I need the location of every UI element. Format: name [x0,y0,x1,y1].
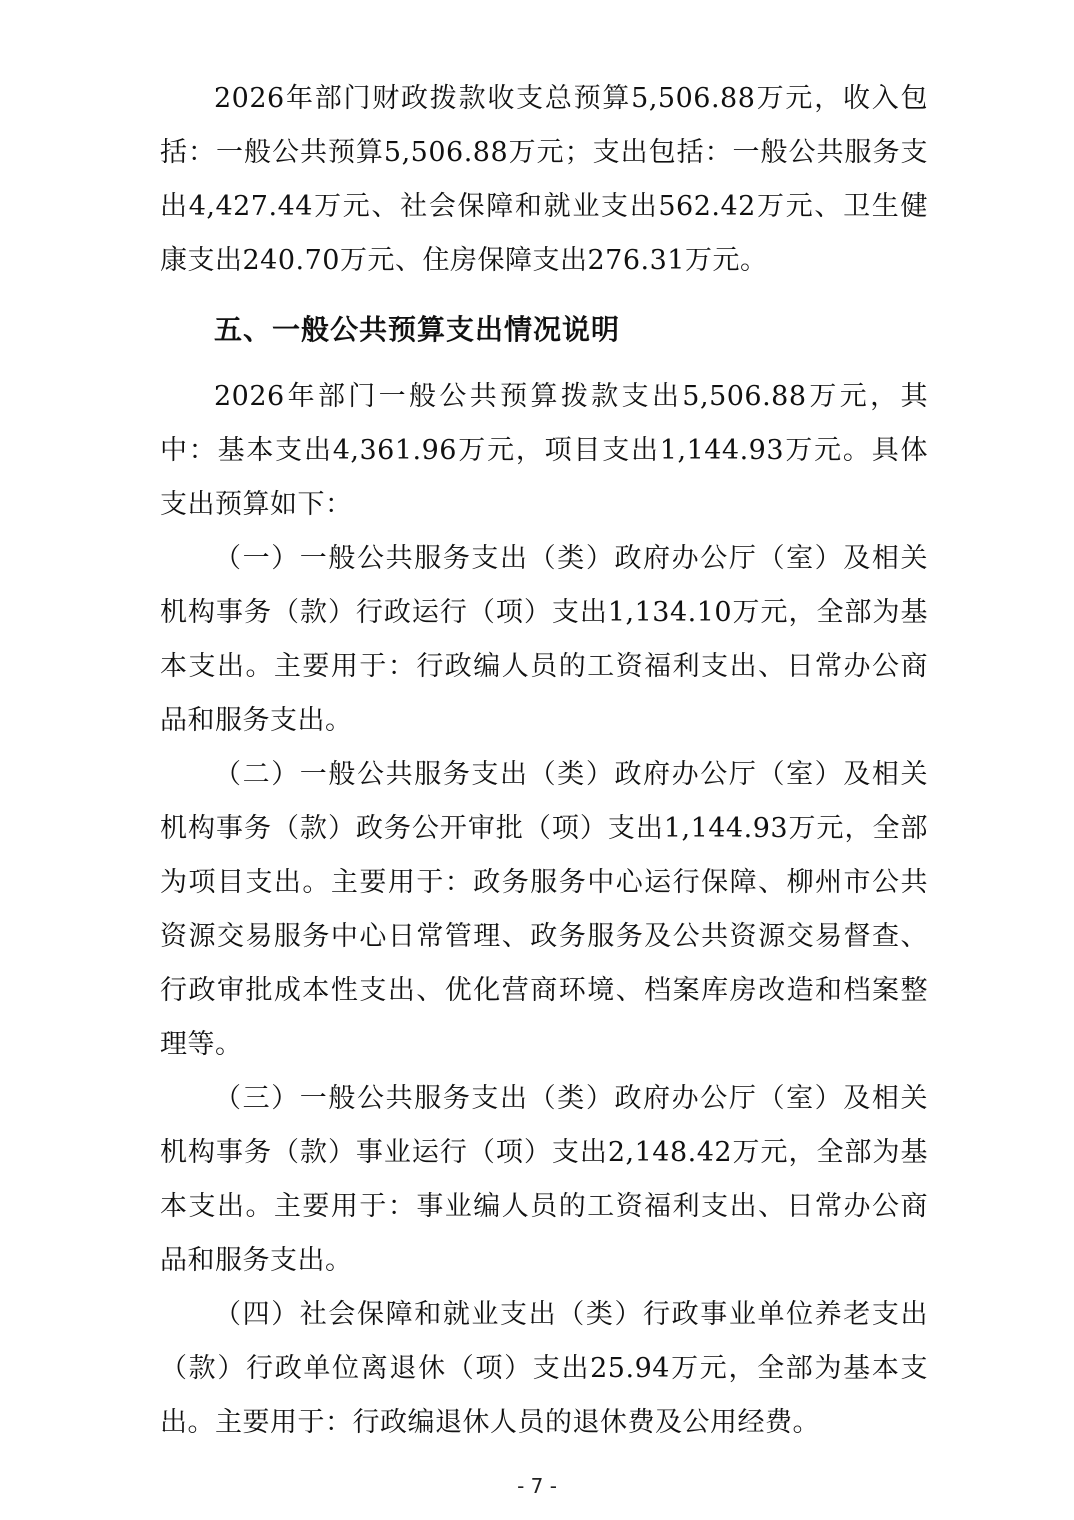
expenditure-item-4: （四）社会保障和就业支出（类）行政事业单位养老支出（款）行政单位离退休（项）支出25.94万元，全部为基本支出。主要用于：行政编退休人员的退休费及公用经费。 [160,1299,928,1438]
section-intro-paragraph: 2026年部门一般公共预算拨款支出5,506.88万元，其中：基本支出4,361.96万元，项目支出1,144.93万元。具体支出预算如下： [160,381,928,520]
expenditure-item-2: （二）一般公共服务支出（类）政府办公厅（室）及相关机构事务（款）政务公开审批（项）支出1,144.93万元，全部为项目支出。主要用于：政务服务中心运行保障、柳州市公共资源交易服务中心日常管理、政务服务及公共资源交易督查、行政审批成本性支出、优化营商环境、档案库房改造和档案整理等。 [160,759,928,1060]
expenditure-item-1: （一）一般公共服务支出（类）政府办公厅（室）及相关机构事务（款）行政运行（项）支出1,134.10万元，全部为基本支出。主要用于：行政编人员的工资福利支出、日常办公商品和服务支出。 [160,543,928,736]
intro-paragraph: 2026年部门财政拨款收支总预算5,506.88万元，收入包括：一般公共预算5,506.88万元；支出包括：一般公共服务支出4,427.44万元、社会保障和就业支出562.42万元、卫生健康支出240.70万元、住房保障支出276.31万元。 [160,83,928,276]
document-body [160,72,928,1450]
section-heading: 五、一般公共预算支出情况说明 [214,313,621,346]
page-number: - 7 - [517,1474,557,1498]
expenditure-item-3: （三）一般公共服务支出（类）政府办公厅（室）及相关机构事务（款）事业运行（项）支出2,148.42万元，全部为基本支出。主要用于：事业编人员的工资福利支出、日常办公商品和服务支出。 [160,1083,928,1276]
